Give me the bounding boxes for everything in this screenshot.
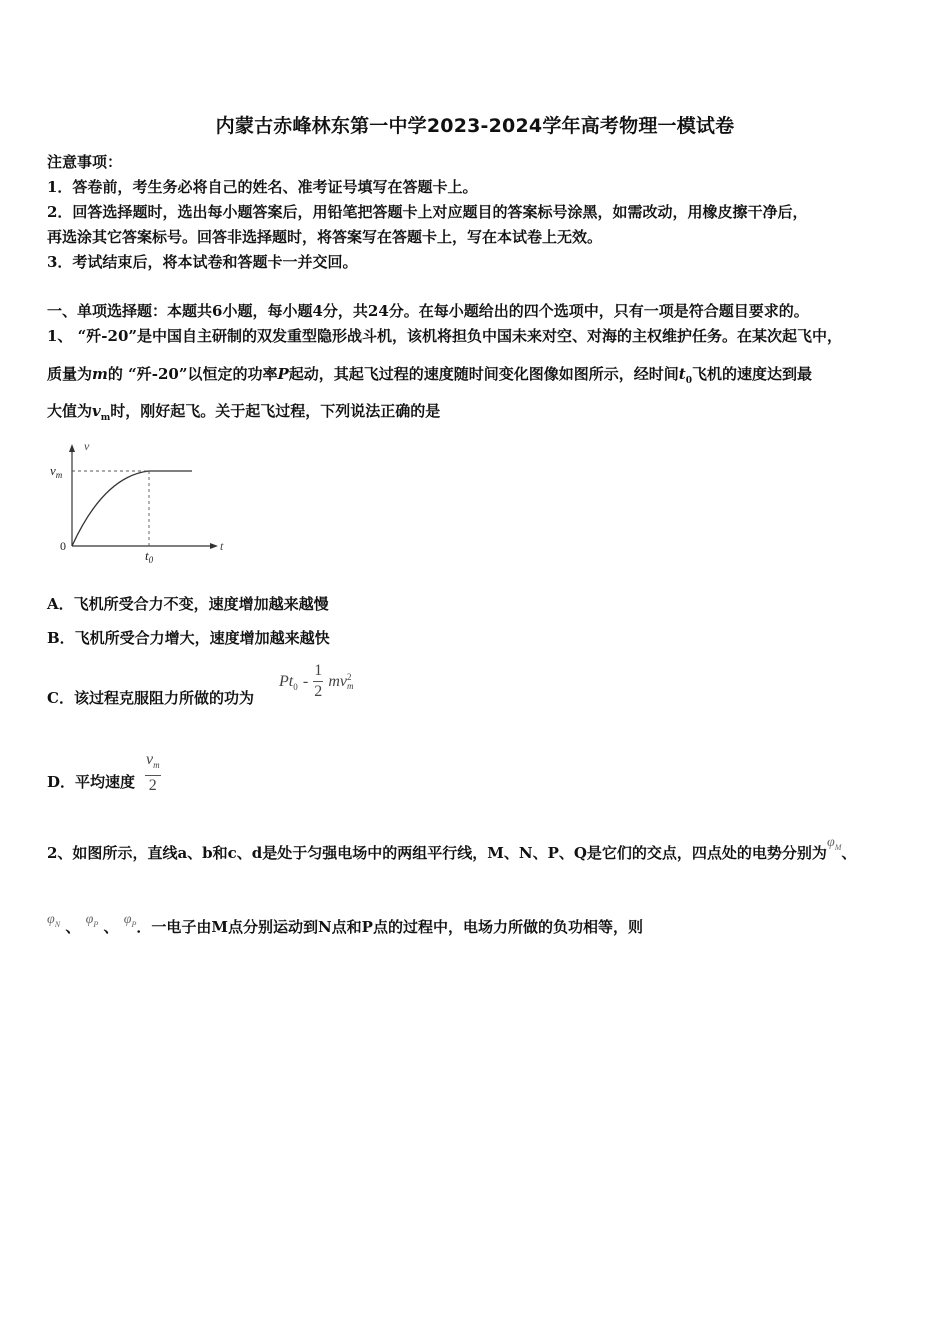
option-b: B．飞机所受合力增大，速度增加越来越快 [47,629,330,647]
phi-p-symbol-1: $\varphi_P$ [85,912,99,929]
y-axis-label: v [84,439,90,453]
mass-symbol: m [92,365,108,383]
notice-item-1: 1．答卷前，考生务必将自己的姓名、准考证号填写在答题卡上。 [47,178,478,196]
x-axis-label: t [220,539,224,553]
y-axis-arrow [69,444,75,452]
velocity-time-graph [44,438,234,563]
notice-heading: 注意事项： [47,153,123,171]
page-title: 内蒙古赤峰林东第一中学2023-2024学年高考物理一模试卷 [215,115,735,137]
x-axis-arrow [210,543,218,549]
q1-line-1: 1、 “歼-20”是中国自主研制的双发重型隐形战斗机，该机将担负中国未来对空、对海的主权维护任务。在某次起飞中， [47,327,843,345]
origin-label: 0 [60,539,66,553]
vm-tick-label: $v_m$ [50,463,63,480]
q2-line-2: $\varphi_N$ 、 $\varphi_P$ 、 $\varphi_P$．一电子由M点分别运动到N点和P点的过程中，电场力所做的负功相等，则 [47,912,643,936]
velocity-symbol: v [92,402,101,420]
phi-m-symbol: $\varphi_M$ [826,835,842,852]
time-symbol: t [678,365,686,383]
option-d-formula: $\frac{v_m}{2}$ [146,751,160,795]
notice-item-2-line-1: 2．回答选择题时，选出每小题答案后，用铅笔把答题卡上对应题目的答案标号涂黑，如需改动，用橡皮擦干净后， [47,203,808,221]
phi-n-symbol: $\varphi_N$ [47,912,61,929]
option-a: A．飞机所受合力不变，速度增加越来越慢 [47,595,329,613]
section-heading: 一、单项选择题：本题共6小题，每小题4分，共24分。在每小题给出的四个选项中，只有一项是符合题目要求的。 [47,302,809,320]
notice-item-3: 3．考试结束后，将本试卷和答题卡一并交回。 [47,253,358,271]
q1-line-2: 质量为m的 “歼-20”以恒定的功率P起动，其起飞过程的速度随时间变化图像如图所示，经时间$t_0$飞机的速度达到最 [47,365,812,386]
phi-p-symbol-2: $\varphi_P$ [123,912,137,929]
option-c-text: C．该过程克服阻力所做的功为 [47,689,254,707]
option-c-formula: $Pt_0$ - $\frac{1}{2}$ mv 2 m [279,662,354,700]
option-d-text: D．平均速度 [47,773,136,791]
q1-line-3: 大值为$v_m$时，刚好起飞。关于起飞过程，下列说法正确的是 [47,402,441,423]
velocity-curve [72,471,192,546]
q2-line-1: 2、如图所示，直线a、b和c、d是处于匀强电场中的两组平行线，M、N、P、Q是它们的交点，四点处的电势分别为$\varphi_M$、 [47,835,857,862]
power-symbol: P [277,365,289,383]
notice-item-2-line-2: 再选涂其它答案标号。回答非选择题时，将答案写在答题卡上，写在本试卷上无效。 [47,228,603,246]
t0-tick-label: $t_0$ [145,548,154,563]
